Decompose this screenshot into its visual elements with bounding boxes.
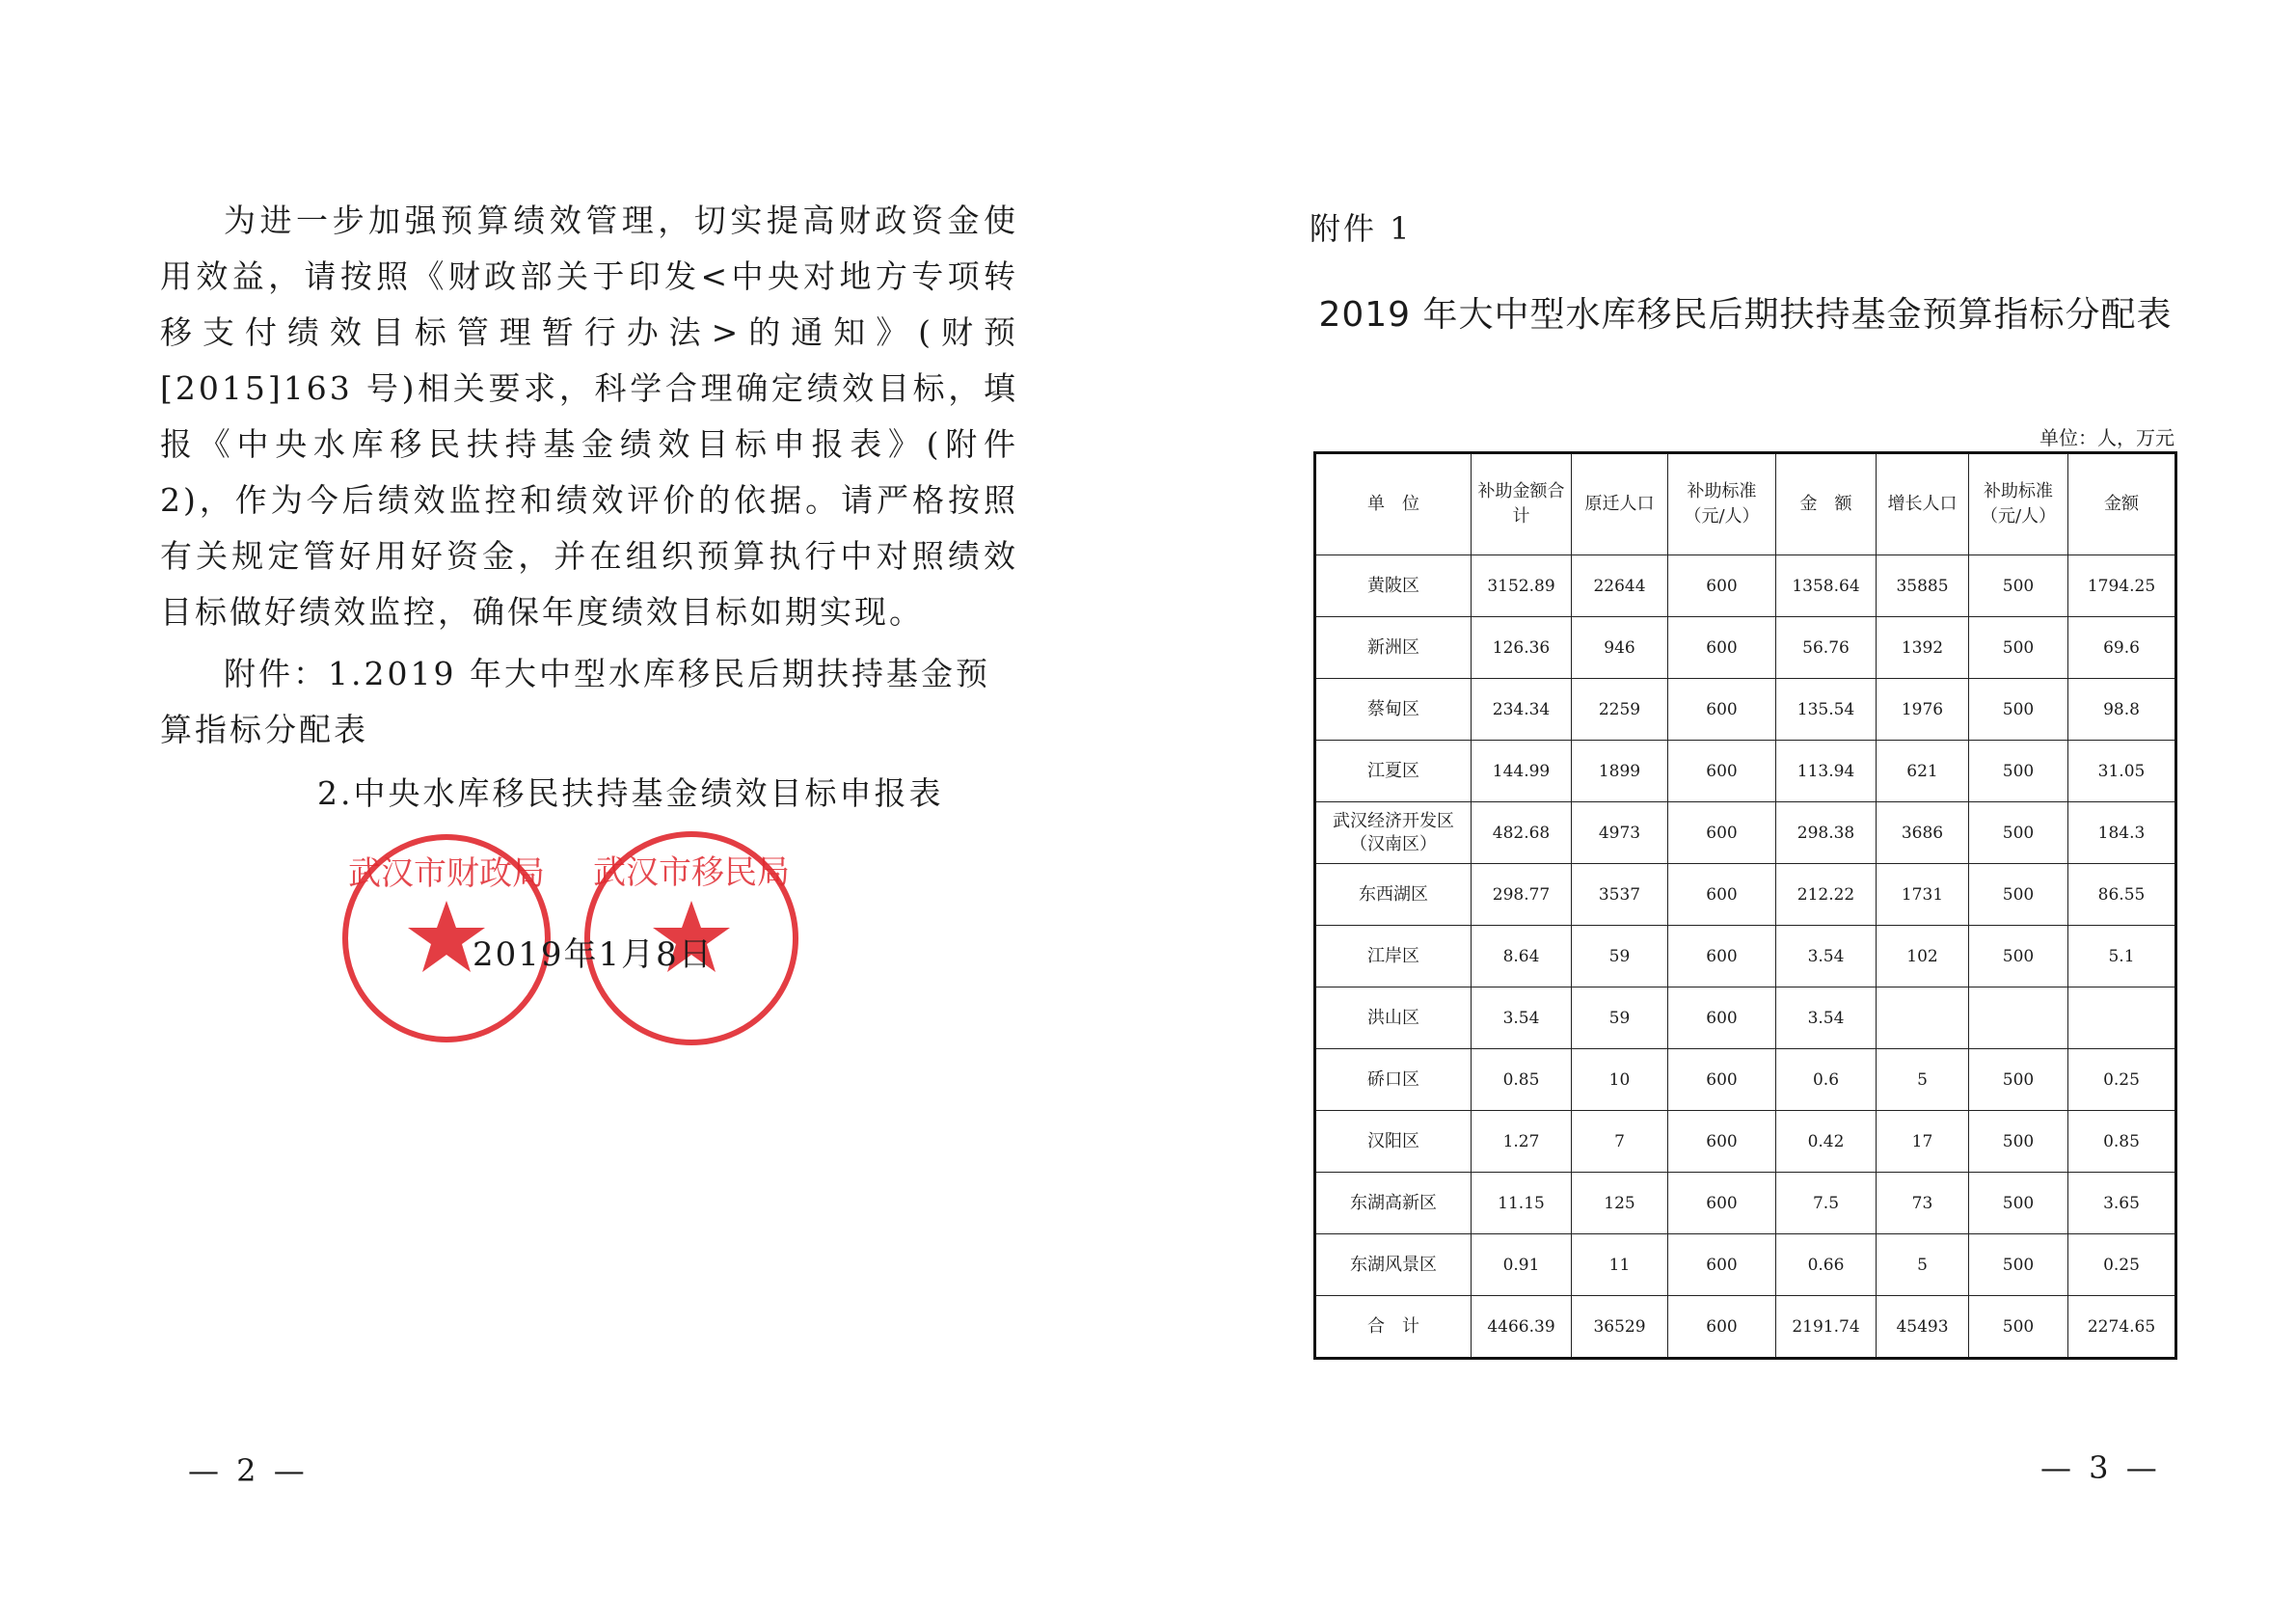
table-cell: 7 (1572, 1111, 1668, 1173)
attachment-list (160, 646, 1018, 822)
table-cell: 17 (1877, 1111, 1969, 1173)
table-cell-district: 东西湖区 (1315, 864, 1472, 926)
table-cell: 5 (1877, 1049, 1969, 1111)
table-cell: 600 (1668, 1049, 1776, 1111)
table-cell: 482.68 (1472, 802, 1572, 864)
body-paragraph-text: 为进一步加强预算绩效管理，切实提高财政资金使用效益，请按照《财政部关于印发<中央对地方专项转移支付绩效目标管理暂行办法>的通知》(财预[2015]163 号)相关要求，科学合理确定绩效目标，填报《中央水库移民扶持基金绩效目标申报表》(附件 2)，作为今后绩效监控和绩效评价的依据。请严格按照有关规定管好用好资金，并在组织预算执行中对照绩效目标做好绩效监控，确保年度绩效目标如期实现。 (160, 202, 1018, 631)
table-cell: 0.6 (1776, 1049, 1877, 1111)
table-cell: 22644 (1572, 555, 1668, 617)
table-cell: 0.42 (1776, 1111, 1877, 1173)
table-cell: 3537 (1572, 864, 1668, 926)
page-number-right: — 3 — (2040, 1449, 2161, 1486)
table-cell: 56.76 (1776, 617, 1877, 679)
table-cell: 0.66 (1776, 1234, 1877, 1296)
table-cell: 2259 (1572, 679, 1668, 741)
table-cell: 5 (1877, 1234, 1969, 1296)
table-cell: 600 (1668, 1111, 1776, 1173)
table-cell: 600 (1668, 1234, 1776, 1296)
table-cell-district: 新洲区 (1315, 617, 1472, 679)
table-cell: 11.15 (1472, 1173, 1572, 1234)
table-row (1315, 926, 2176, 987)
table-cell: 3.54 (1776, 926, 1877, 987)
header-original-population: 原迁人口 (1572, 453, 1668, 555)
attachment-label: 附件 1 (1310, 210, 1413, 247)
table-cell: 500 (1969, 802, 2068, 864)
table-cell: 69.6 (2068, 617, 2176, 679)
table-cell: 500 (1969, 1111, 2068, 1173)
table-cell: 600 (1668, 555, 1776, 617)
table-cell: 3.54 (1472, 987, 1572, 1049)
table-cell: 59 (1572, 987, 1668, 1049)
table-cell: 3.65 (2068, 1173, 2176, 1234)
table-cell: 212.22 (1776, 864, 1877, 926)
table-cell: 600 (1668, 617, 1776, 679)
table-cell-district: 硚口区 (1315, 1049, 1472, 1111)
table-cell: 8.64 (1472, 926, 1572, 987)
table-row (1315, 1234, 2176, 1296)
table-cell: 4466.39 (1472, 1296, 1572, 1359)
table-cell: 0.25 (2068, 1049, 2176, 1111)
table-cell: 35885 (1877, 555, 1969, 617)
table-cell: 125 (1572, 1173, 1668, 1234)
budget-allocation-table (1313, 451, 2177, 1360)
table-row (1315, 679, 2176, 741)
table-cell: 1794.25 (2068, 555, 2176, 617)
seal-2-text: 武汉市移民局 (593, 853, 790, 892)
table-cell: 1899 (1572, 741, 1668, 802)
table-cell: 500 (1969, 1173, 2068, 1234)
table-cell: 500 (1969, 926, 2068, 987)
table-cell: 102 (1877, 926, 1969, 987)
table-cell: 184.3 (2068, 802, 2176, 864)
table-cell-district: 黄陂区 (1315, 555, 1472, 617)
table-cell-district: 东湖高新区 (1315, 1173, 1472, 1234)
header-subsidy-standard-2: 补助标准（元/人） (1969, 453, 2068, 555)
table-cell: 2191.74 (1776, 1296, 1877, 1359)
table-cell: 113.94 (1776, 741, 1877, 802)
header-amount: 金 额 (1776, 453, 1877, 555)
table-cell: 298.77 (1472, 864, 1572, 926)
table-cell: 2274.65 (2068, 1296, 2176, 1359)
table-row (1315, 1296, 2176, 1359)
seal-1-text: 武汉市财政局 (348, 854, 545, 893)
header-unit: 单 位 (1315, 453, 1472, 555)
table-cell: 946 (1572, 617, 1668, 679)
table-cell: 3686 (1877, 802, 1969, 864)
table-header-row (1315, 453, 2176, 555)
table-cell: 500 (1969, 617, 2068, 679)
table-cell-district: 合 计 (1315, 1296, 1472, 1359)
body-paragraph (160, 193, 1018, 640)
table-cell: 0.85 (2068, 1111, 2176, 1173)
table-row (1315, 555, 2176, 617)
table-cell: 600 (1668, 802, 1776, 864)
table-cell (1969, 987, 2068, 1049)
header-subsidy-standard: 补助标准（元/人） (1668, 453, 1776, 555)
table-cell: 59 (1572, 926, 1668, 987)
table-cell: 36529 (1572, 1296, 1668, 1359)
table-row (1315, 1173, 2176, 1234)
table-row (1315, 1111, 2176, 1173)
table-cell (1877, 987, 1969, 1049)
table-cell: 5.1 (2068, 926, 2176, 987)
header-subsidy-total: 补助金额合计 (1472, 453, 1572, 555)
table-cell: 0.85 (1472, 1049, 1572, 1111)
table-cell: 1358.64 (1776, 555, 1877, 617)
table-cell: 1.27 (1472, 1111, 1572, 1173)
table-cell: 144.99 (1472, 741, 1572, 802)
table-cell: 45493 (1877, 1296, 1969, 1359)
table-cell: 135.54 (1776, 679, 1877, 741)
table-cell (2068, 987, 2176, 1049)
table-cell: 500 (1969, 864, 2068, 926)
table-cell: 3152.89 (1472, 555, 1572, 617)
table-row (1315, 864, 2176, 926)
table-cell: 600 (1668, 1296, 1776, 1359)
table-cell: 600 (1668, 864, 1776, 926)
table-cell-district: 武汉经济开发区（汉南区） (1315, 802, 1472, 864)
table-row (1315, 617, 2176, 679)
table-cell-district: 洪山区 (1315, 987, 1472, 1049)
table-cell-district: 蔡甸区 (1315, 679, 1472, 741)
table-cell: 234.34 (1472, 679, 1572, 741)
table-cell: 500 (1969, 679, 2068, 741)
header-amount-2: 金额 (2068, 453, 2176, 555)
table-cell-district: 汉阳区 (1315, 1111, 1472, 1173)
table-cell: 1731 (1877, 864, 1969, 926)
table-cell: 500 (1969, 1049, 2068, 1111)
attachment-item-1: 附件：1.2019 年大中型水库移民后期扶持基金预算指标分配表 (160, 655, 990, 748)
table-row (1315, 741, 2176, 802)
table-cell: 500 (1969, 1234, 2068, 1296)
table-cell: 600 (1668, 926, 1776, 987)
page-number-left: — 2 — (188, 1452, 309, 1489)
table-title: 2019 年大中型水库移民后期扶持基金预算指标分配表 (1318, 295, 2173, 335)
header-growth-population: 增长人口 (1877, 453, 1969, 555)
table-cell-district: 江岸区 (1315, 926, 1472, 987)
table-cell: 31.05 (2068, 741, 2176, 802)
table-row (1315, 987, 2176, 1049)
table-cell: 98.8 (2068, 679, 2176, 741)
table-cell: 10 (1572, 1049, 1668, 1111)
table-cell: 298.38 (1776, 802, 1877, 864)
table-cell: 600 (1668, 741, 1776, 802)
attachment-item-2: 2.中央水库移民扶持基金绩效目标申报表 (317, 774, 944, 812)
table-cell: 621 (1877, 741, 1969, 802)
table-cell: 3.54 (1776, 987, 1877, 1049)
table-cell: 4973 (1572, 802, 1668, 864)
table-cell-district: 江夏区 (1315, 741, 1472, 802)
table-row (1315, 802, 2176, 864)
unit-label: 单位：人，万元 (2039, 426, 2174, 449)
table-cell: 600 (1668, 679, 1776, 741)
table-cell: 1392 (1877, 617, 1969, 679)
table-cell: 600 (1668, 987, 1776, 1049)
table-cell: 86.55 (2068, 864, 2176, 926)
table-row (1315, 1049, 2176, 1111)
table-cell: 600 (1668, 1173, 1776, 1234)
table-cell: 73 (1877, 1173, 1969, 1234)
table-cell: 1976 (1877, 679, 1969, 741)
table-cell: 500 (1969, 741, 2068, 802)
table-cell: 11 (1572, 1234, 1668, 1296)
table-cell: 500 (1969, 555, 2068, 617)
table-cell: 126.36 (1472, 617, 1572, 679)
table-cell-district: 东湖风景区 (1315, 1234, 1472, 1296)
table-cell: 0.25 (2068, 1234, 2176, 1296)
table-cell: 7.5 (1776, 1173, 1877, 1234)
table-cell: 500 (1969, 1296, 2068, 1359)
table-cell: 0.91 (1472, 1234, 1572, 1296)
signing-date: 2019年1月8日 (473, 935, 714, 974)
